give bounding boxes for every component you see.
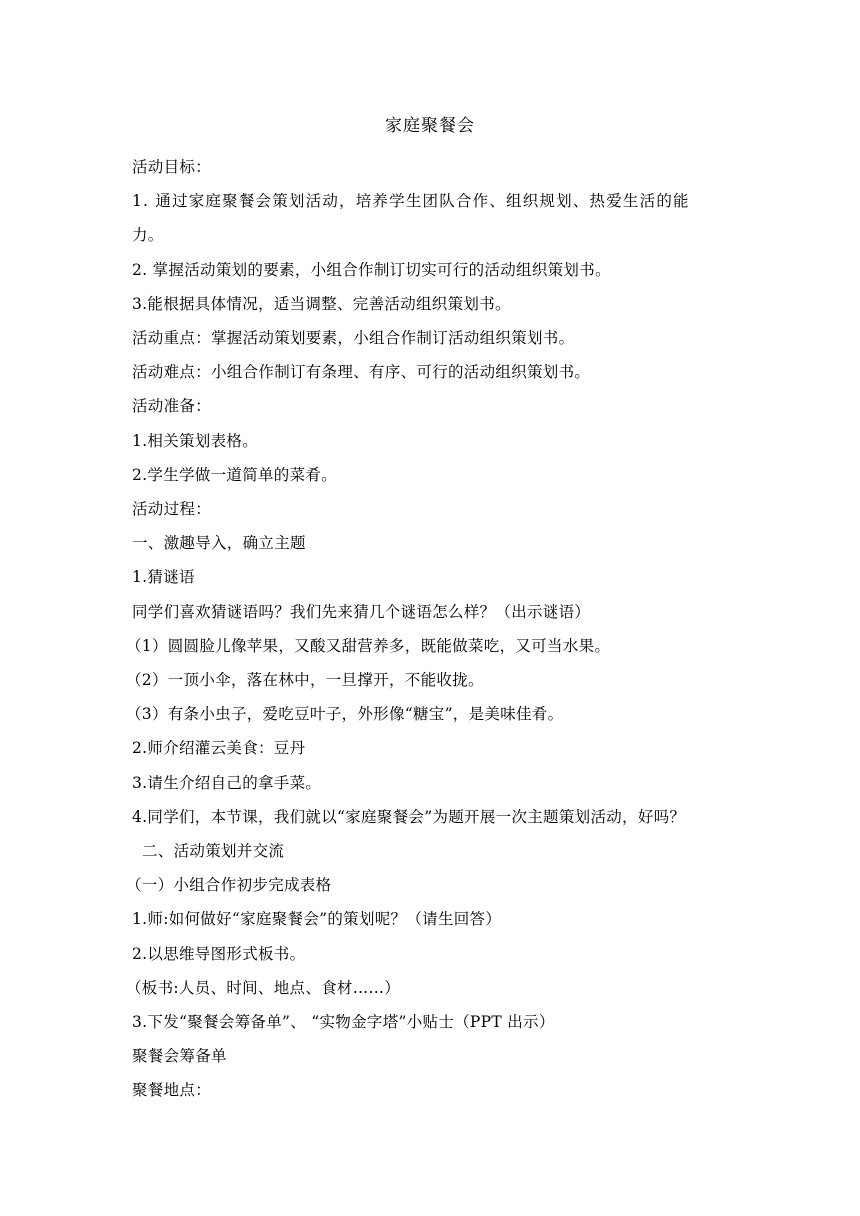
riddle-item-2: （2）一顶小伞，落在林中，一旦撑开，不能收拢。 bbox=[126, 671, 484, 690]
key-point: 活动重点：掌握活动策划要素，小组合作制订活动组织策划书。 bbox=[132, 329, 575, 348]
document-title: 家庭聚餐会 bbox=[385, 116, 475, 136]
riddle-intro: 同学们喜欢猜谜语吗？我们先来猜几个谜语怎么样？（出示谜语） bbox=[132, 602, 591, 621]
dinner-location-label: 聚餐地点： bbox=[132, 1081, 212, 1100]
section-heading-preparation: 活动准备： bbox=[132, 397, 212, 416]
planning-step-1: 1.师:如何做好“家庭聚餐会”的策划呢？（请生回答） bbox=[132, 910, 502, 929]
planning-step-2: 2.以思维导图形式板书。 bbox=[132, 944, 306, 963]
riddle-item-1: （1）圆圆脸儿像苹果，又酸又甜营养多，既能做菜吃，又可当水果。 bbox=[126, 636, 611, 655]
process-step-2: 2.师介绍灌云美食：豆丹 bbox=[132, 739, 306, 758]
goal-item-2: 2. 掌握活动策划的要素，小组合作制订切实可行的活动组织策划书。 bbox=[132, 260, 611, 279]
planning-step-3: 3.下发“聚餐会筹备单”、 “实物金字塔”小贴士（PPT 出示） bbox=[132, 1013, 555, 1032]
goal-item-1: 1. 通过家庭聚餐会策划活动，培养学生团队合作、组织规划、热爱生活的能 bbox=[132, 192, 690, 211]
process-step-4: 4.同学们，本节课，我们就以“家庭聚餐会”为题开展一次主题策划活动，好吗？ bbox=[132, 807, 686, 826]
process-part-2-heading: 二、活动策划并交流 bbox=[142, 842, 285, 861]
preparation-item-2: 2.学生学做一道简单的菜肴。 bbox=[132, 465, 337, 484]
process-step-3: 3.请生介绍自己的拿手菜。 bbox=[132, 773, 322, 792]
section-heading-process: 活动过程： bbox=[132, 500, 212, 519]
goal-item-3: 3.能根据具体情况，适当调整、完善活动组织策划书。 bbox=[132, 294, 511, 313]
preparation-list-title: 聚餐会筹备单 bbox=[132, 1047, 227, 1066]
subsection-heading-1: （一）小组合作初步完成表格 bbox=[126, 876, 332, 895]
preparation-item-1: 1.相关策划表格。 bbox=[132, 431, 258, 450]
document-body bbox=[126, 150, 736, 1108]
riddle-heading: 1.猜谜语 bbox=[132, 568, 195, 587]
riddle-item-3: （3）有条小虫子，爱吃豆叶子，外形像“糖宝”，是美味佳肴。 bbox=[126, 705, 564, 724]
blackboard-note: （板书:人员、时间、地点、食材……） bbox=[126, 978, 401, 997]
process-part-1-heading: 一、激趣导入，确立主题 bbox=[132, 534, 306, 553]
goal-item-1-continuation: 力。 bbox=[132, 226, 164, 245]
section-heading-goals: 活动目标： bbox=[132, 158, 212, 176]
difficult-point: 活动难点：小组合作制订有条理、有序、可行的活动组织策划书。 bbox=[132, 363, 591, 382]
